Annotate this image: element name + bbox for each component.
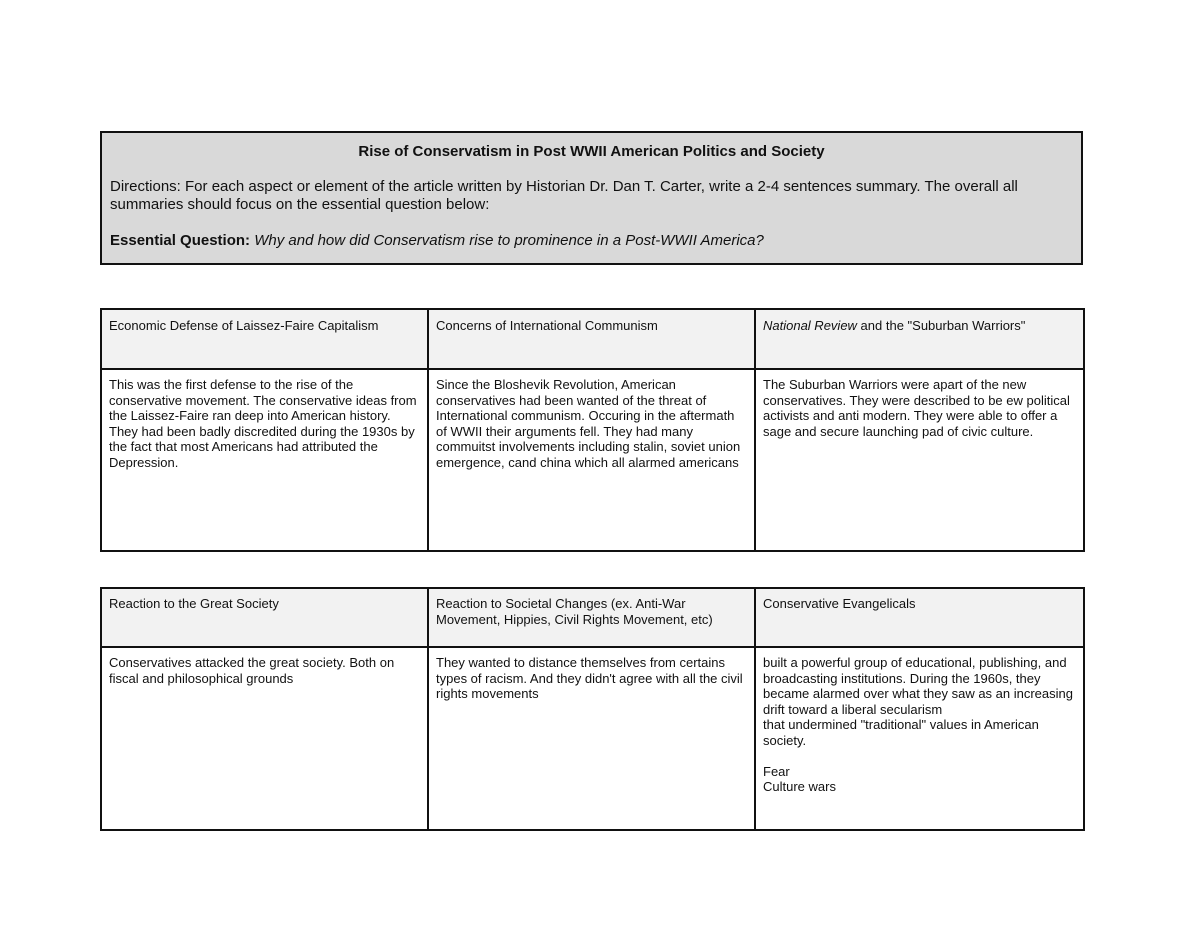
- header-cell-economic-defense: [101, 309, 428, 369]
- summary-text: built a powerful group of educational, publishing, and broadcasting institutions. During the 1960s, they became alarmed over what they saw as an increasing drift toward a liberal secularism that undermined "traditional" values in American society. Fear Culture wars: [763, 655, 1073, 794]
- summary-text: Since the Bloshevik Revolution, American conservatives had been wanted of the threat of International communism. Occuring in the aftermath of WWII their arguments fell. They had many commuitst involvements including stalin, soviet union emergence, cand china which all alarmed americans: [436, 377, 744, 470]
- table-header-row: [101, 588, 1084, 647]
- table-body-row: [101, 647, 1084, 830]
- header-box: [100, 131, 1083, 265]
- essential-question: [110, 232, 1073, 249]
- summary-cell: [755, 369, 1084, 551]
- header-cell-great-society: [101, 588, 428, 647]
- table-header-row: [101, 309, 1084, 369]
- essential-question-text: Why and how did Conservatism rise to prominence in a Post-WWII America?: [254, 232, 764, 249]
- header-label-italic: National Review: [763, 318, 857, 333]
- header-label: Conservative Evangelicals: [763, 596, 916, 611]
- essential-question-label: Essential Question:: [110, 232, 251, 249]
- summary-cell: [755, 647, 1084, 830]
- header-label: Reaction to the Great Society: [109, 596, 279, 611]
- summary-cell: [428, 369, 755, 551]
- header-label: Reaction to Societal Changes (ex. Anti-War Movement, Hippies, Civil Rights Movement, etc): [436, 596, 713, 627]
- summary-cell: [428, 647, 755, 830]
- header-cell-international-communism: [428, 309, 755, 369]
- document-title: Rise of Conservatism in Post WWII American Politics and Society: [358, 143, 825, 160]
- summary-text: This was the first defense to the rise of the conservative movement. The conservative ideas from the Laissez-Faire ran deep into American history. They had been badly discredited during the 1930s by the fact that most Americans had attributed the Depression.: [109, 377, 421, 470]
- summary-cell: [101, 369, 428, 551]
- header-cell-evangelicals: [755, 588, 1084, 647]
- directions-text: Directions: For each aspect or element of the article written by Historian Dr. Dan T. Carter, write a 2-4 sentences summary. The overall all summaries should focus on the essential question below:: [110, 178, 1018, 213]
- summary-text: Conservatives attacked the great society. Both on fiscal and philosophical grounds: [109, 655, 398, 686]
- header-cell-societal-changes: [428, 588, 755, 647]
- summary-table-1: [100, 308, 1085, 552]
- header-label: Concerns of International Communism: [436, 318, 658, 333]
- summary-text: The Suburban Warriors were apart of the new conservatives. They were described to be ew political activists and anti modern. They were able to offer a sage and secure launching pad of civic culture.: [763, 377, 1074, 439]
- summary-text: They wanted to distance themselves from certains types of racism. And they didn't agree with all the civil rights movements: [436, 655, 747, 701]
- table-body-row: [101, 369, 1084, 551]
- header-cell-national-review: [755, 309, 1084, 369]
- header-label: and the "Suburban Warriors": [856, 318, 1026, 333]
- summary-cell: [101, 647, 428, 830]
- summary-table-2: [100, 587, 1085, 831]
- header-label: Economic Defense of Laissez-Faire Capitalism: [109, 318, 379, 333]
